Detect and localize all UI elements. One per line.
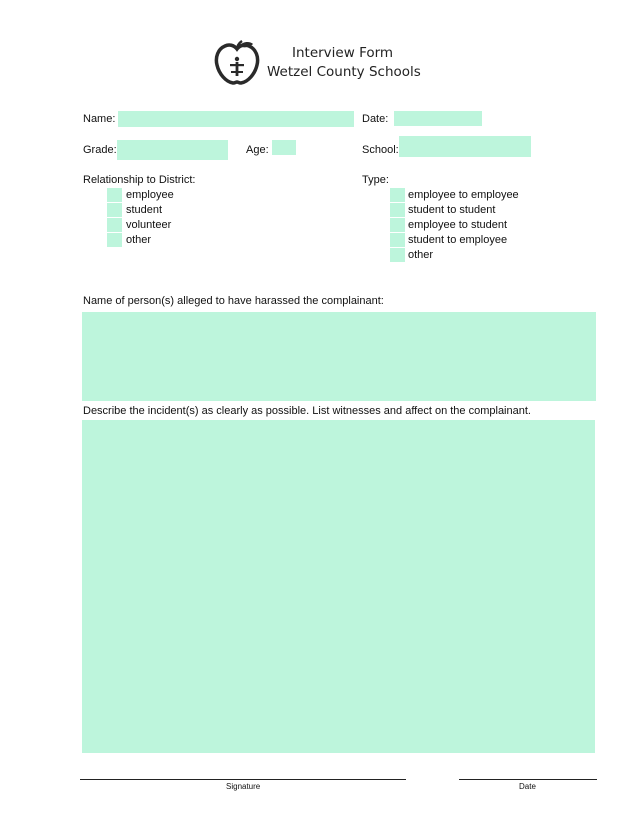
relationship-employee-checkbox[interactable] bbox=[107, 188, 122, 202]
type-employee-to-employee-checkbox[interactable] bbox=[390, 188, 405, 202]
relationship-label: Relationship to District: bbox=[83, 174, 196, 186]
relationship-student-checkbox[interactable] bbox=[107, 203, 122, 217]
name-label: Name: bbox=[83, 113, 116, 125]
type-option-label: employee to student bbox=[408, 219, 508, 231]
relationship-option-label: student bbox=[126, 204, 163, 216]
grade-field[interactable] bbox=[117, 140, 228, 160]
form-title: Interview Form bbox=[292, 45, 394, 61]
type-other-checkbox[interactable] bbox=[390, 248, 405, 262]
grade-label: Grade: bbox=[83, 144, 117, 156]
type-option-label: student to student bbox=[408, 204, 496, 216]
type-option-label: employee to employee bbox=[408, 189, 519, 201]
date-field[interactable] bbox=[394, 111, 482, 126]
type-label: Type: bbox=[362, 174, 389, 186]
type-option-label: other bbox=[408, 249, 434, 261]
signature-caption: Signature bbox=[226, 782, 261, 791]
date-label: Date: bbox=[362, 113, 389, 125]
age-field[interactable] bbox=[272, 140, 296, 155]
apple-logo-icon bbox=[212, 40, 262, 86]
type-option-label: student to employee bbox=[408, 234, 508, 246]
name-field[interactable] bbox=[118, 111, 354, 127]
type-employee-to-student-checkbox[interactable] bbox=[390, 218, 405, 232]
alleged-harasser-textarea[interactable] bbox=[82, 312, 596, 401]
type-student-to-student-checkbox[interactable] bbox=[390, 203, 405, 217]
relationship-other-checkbox[interactable] bbox=[107, 233, 122, 247]
date-signature-line bbox=[459, 779, 597, 780]
age-label: Age: bbox=[246, 144, 269, 156]
school-field[interactable] bbox=[399, 136, 531, 157]
signature-line bbox=[80, 779, 406, 780]
relationship-option-label: volunteer bbox=[126, 219, 172, 231]
relationship-option-label: employee bbox=[126, 189, 174, 201]
alleged-harasser-label: Name of person(s) alleged to have harassed the complainant: bbox=[83, 295, 384, 307]
school-district-name: Wetzel County Schools bbox=[267, 64, 421, 80]
incident-description-textarea[interactable] bbox=[82, 420, 595, 753]
date-caption: Date bbox=[519, 782, 536, 791]
incident-description-label: Describe the incident(s) as clearly as possible. List witnesses and affect on the complainant. bbox=[83, 405, 531, 417]
relationship-volunteer-checkbox[interactable] bbox=[107, 218, 122, 232]
school-label: School: bbox=[362, 144, 399, 156]
type-student-to-employee-checkbox[interactable] bbox=[390, 233, 405, 247]
relationship-option-label: other bbox=[126, 234, 152, 246]
